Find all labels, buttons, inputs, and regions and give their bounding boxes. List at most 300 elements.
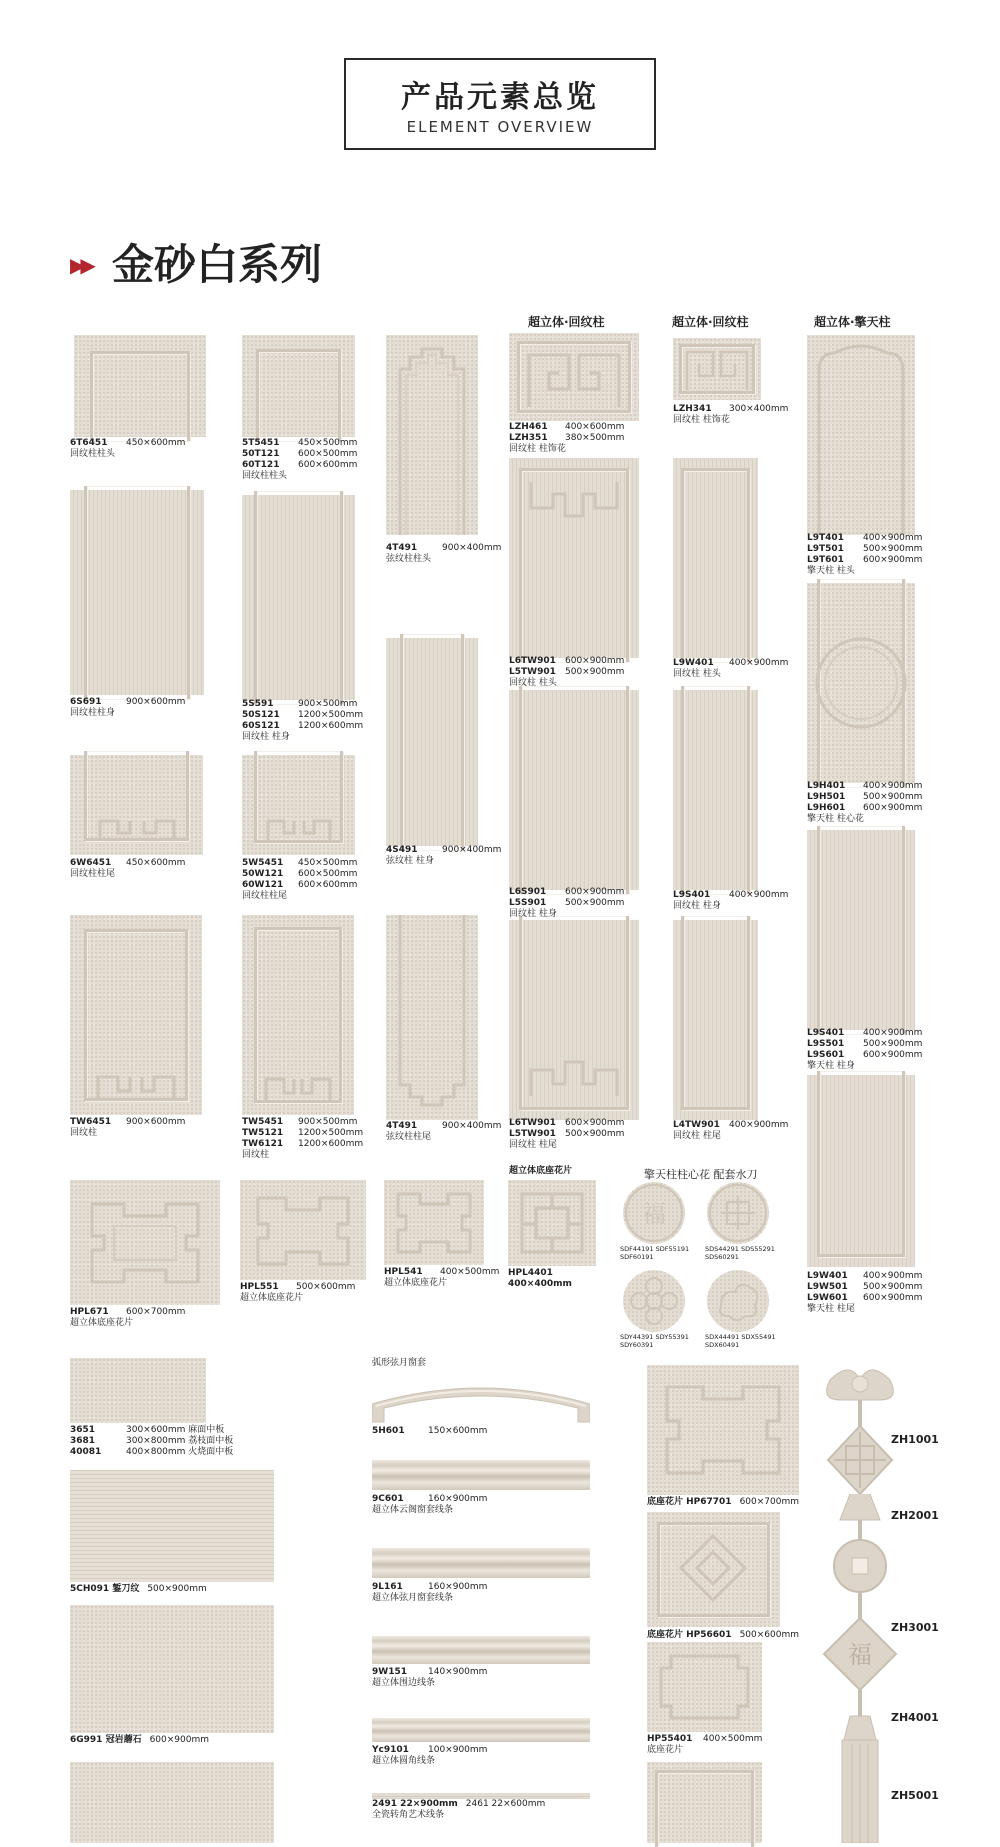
caption-code: 超立体云阁窗套线条: [372, 1505, 454, 1515]
caption-size: 500×600mm: [296, 1282, 356, 1292]
caption-2491: [372, 1799, 545, 1821]
caption-code: 400×400mm: [508, 1279, 572, 1289]
caption-code: L9W601: [807, 1293, 848, 1303]
overview-header-box: [344, 58, 656, 150]
pendant-label-2: ZH2001: [891, 1509, 939, 1522]
tile-HP56601: [647, 1512, 780, 1627]
caption-row: [372, 1756, 487, 1767]
medal-fu: [623, 1182, 685, 1244]
caption-size: 400×900mm: [729, 1120, 789, 1130]
caption-L9W401: [673, 658, 788, 680]
caption-L6TW901-tail: [509, 1118, 624, 1151]
caption-size: 140×900mm: [428, 1667, 488, 1677]
caption-row: [386, 856, 501, 867]
caption-code: 4T491: [386, 543, 418, 553]
caption-row: [807, 533, 922, 544]
col-head-3: 超立体·擎天柱: [814, 315, 891, 329]
caption-code: L9S601: [807, 1050, 845, 1060]
caption-size: 500×900mm: [863, 792, 923, 802]
series-title: 金砂白系列: [112, 240, 323, 289]
caption-size: 500×900mm: [565, 667, 625, 677]
caption-L9T401: [807, 533, 922, 577]
tile-L9S401: [673, 690, 758, 890]
caption-row: [386, 1132, 501, 1143]
caption-L9W401-b: [807, 1271, 922, 1315]
tile-3651: [70, 1358, 206, 1423]
caption-size: 400×900mm: [863, 781, 923, 791]
caption-row: [647, 1630, 799, 1641]
caption-size: 400×800mm 火烧面中板: [126, 1447, 234, 1457]
caption-size: 900×500mm: [298, 1117, 358, 1127]
caption-code: 超立体圆角线条: [372, 1756, 436, 1766]
caption-5CH091: [70, 1584, 207, 1595]
caption-code: 50T121: [242, 449, 280, 459]
caption-size: 400×900mm: [863, 1028, 923, 1038]
caption-code: 3681: [70, 1436, 96, 1446]
caption-TW6451: [70, 1117, 185, 1139]
caption-code: 弦纹柱柱尾: [386, 1132, 432, 1142]
caption-code: 2491 22×900mm: [372, 1799, 458, 1809]
tile-HPL541: [384, 1180, 484, 1265]
caption-row: [509, 1118, 624, 1129]
caption-code: 擎天柱 柱身: [807, 1061, 855, 1071]
caption-code: 回纹柱 柱饰花: [673, 415, 730, 425]
caption-code: 6G991 冠岩蘑石: [70, 1735, 142, 1745]
caption-row: [242, 460, 357, 471]
caption-code: 回纹柱: [242, 1150, 270, 1160]
caption-size: 600×900mm: [863, 803, 923, 813]
caption-row: [386, 543, 501, 554]
tile-HPL671: [70, 1180, 220, 1305]
caption-row: [372, 1745, 487, 1756]
tile-bottom-right: [647, 1762, 762, 1843]
caption-code: 底座花片 HP67701: [647, 1497, 732, 1507]
medal-shou: [707, 1182, 769, 1244]
caption-row: [70, 1447, 233, 1458]
caption-row: [372, 1667, 487, 1678]
molding-9W151: [372, 1636, 590, 1664]
medal-head: 擎天柱柱心花 配套水刀: [644, 1168, 758, 1181]
caption-3651: [70, 1425, 233, 1458]
caption-HPL551: [240, 1282, 355, 1304]
caption-code: 40081: [70, 1447, 102, 1457]
tile-L9S401-b: [807, 830, 915, 1030]
caption-row: [509, 898, 624, 909]
caption-row: [242, 710, 363, 721]
caption-row: [70, 438, 185, 449]
caption-4S491: [386, 845, 501, 867]
caption-row: [673, 415, 788, 426]
tile-L9W401: [673, 458, 758, 658]
caption-row: [807, 544, 922, 555]
caption-code: 回纹柱 柱身: [673, 901, 721, 911]
header-title-cn: 产品元素总览: [401, 80, 599, 115]
caption-size: 380×500mm: [565, 433, 625, 443]
caption-row: [673, 1120, 788, 1131]
molding-Yc9101: [372, 1718, 590, 1742]
caption-size: 1200×500mm: [298, 710, 364, 720]
caption-L9H401: [807, 781, 922, 825]
caption-code: 回纹柱 柱饰花: [509, 444, 566, 454]
caption-row: [509, 444, 624, 455]
tile-HPL551: [240, 1180, 366, 1280]
caption-HPL671: [70, 1307, 185, 1329]
caption-code: 3651: [70, 1425, 96, 1435]
caption-code: L5TW901: [509, 667, 556, 677]
caption-code: L5S901: [509, 898, 547, 908]
caption-row: [807, 1282, 922, 1293]
col-head-2: 超立体·回纹柱: [672, 315, 749, 329]
caption-code: 回纹柱 柱身: [242, 732, 290, 742]
caption-code: 回纹柱柱头: [70, 449, 116, 459]
caption-size: 600×900mm: [863, 1050, 923, 1060]
caption-row: [509, 433, 624, 444]
caption-row: [242, 438, 357, 449]
caption-code: HPL551: [240, 1282, 279, 1292]
caption-code: 超立体底座花片: [384, 1278, 448, 1288]
tile-L6TW901: [509, 458, 639, 658]
caption-code: 超立体底座花片: [240, 1293, 304, 1303]
caption-row: [386, 845, 501, 856]
caption-size: 400×600mm: [565, 422, 625, 432]
caption-row: [242, 721, 363, 732]
tile-L4TW901: [673, 920, 758, 1120]
caption-code: HP55401: [647, 1734, 693, 1744]
caption-4T491: [386, 543, 501, 565]
tile-HP67701: [647, 1365, 799, 1495]
caption-code: TW6121: [242, 1139, 284, 1149]
caption-code: 5T5451: [242, 438, 280, 448]
caption-row: [807, 814, 922, 825]
caption-row: [807, 1039, 922, 1050]
caption-row: [509, 678, 624, 689]
caption-row: [807, 1050, 922, 1061]
caption-size: 500×900mm: [565, 898, 625, 908]
caption-row: [70, 1425, 233, 1436]
caption-row: [673, 669, 788, 680]
pendant-label-5: ZH5001: [891, 1789, 939, 1802]
caption-code: L9W501: [807, 1282, 848, 1292]
caption-HP67701: [647, 1497, 799, 1508]
caption-row: [242, 880, 357, 891]
caption-code: L6S901: [509, 887, 547, 897]
caption-row: [673, 901, 788, 912]
caption-size: 900×600mm: [126, 697, 186, 707]
caption-size: 400×900mm: [863, 1271, 923, 1281]
caption-code: 擎天柱 柱尾: [807, 1304, 855, 1314]
caption-size: 500×900mm: [565, 1129, 625, 1139]
caption-row: [673, 404, 788, 415]
caption-size: 600×700mm: [126, 1307, 186, 1317]
caption-size: 450×600mm: [126, 858, 186, 868]
caption-code: 5CH091 錾刀纹: [70, 1584, 140, 1594]
caption-size: 900×400mm: [442, 1121, 502, 1131]
caption-row: [372, 1593, 487, 1604]
caption-code: 9W151: [372, 1667, 407, 1677]
caption-row: [807, 1304, 922, 1315]
caption-code: HPL541: [384, 1267, 423, 1277]
caption-code: L4TW901: [673, 1120, 720, 1130]
caption-row: [372, 1426, 487, 1437]
caption-5T5451: [242, 438, 357, 482]
base-head: 超立体底座花片: [509, 1166, 573, 1176]
caption-size: 2461 22×600mm: [465, 1799, 546, 1809]
caption-code: 回纹柱 柱头: [509, 678, 557, 688]
caption-code: L9H601: [807, 803, 846, 813]
caption-size: 600×500mm: [298, 869, 358, 879]
svg-text:福: 福: [642, 1200, 666, 1228]
col-head-1: 超立体·回纹柱: [528, 315, 605, 329]
caption-code: 弦纹柱柱头: [386, 554, 432, 564]
caption-code: 全瓷转角艺术线条: [372, 1810, 445, 1820]
caption-code: L5TW901: [509, 1129, 556, 1139]
tile-TW6451: [70, 915, 202, 1115]
caption-row: [807, 1293, 922, 1304]
tile-L6S901: [509, 690, 639, 890]
tile-LZH461: [509, 333, 639, 421]
caption-row: [807, 792, 922, 803]
caption-size: 1200×500mm: [298, 1128, 364, 1138]
medal-code-3: SDY44391 SDY55391 SDY60391: [620, 1333, 689, 1349]
caption-code: 回纹柱柱头: [242, 471, 288, 481]
caption-code: L9T401: [807, 533, 844, 543]
caption-size: 600×600mm: [298, 460, 358, 470]
caption-size: 160×900mm: [428, 1582, 488, 1592]
caption-6W6451: [70, 858, 185, 880]
caption-size: 600×900mm: [565, 1118, 625, 1128]
medal-code-4: SDX44491 SDX55491 SDX60491: [705, 1333, 776, 1349]
caption-row: [807, 781, 922, 792]
caption-row: [386, 1121, 501, 1132]
caption-code: L9W401: [807, 1271, 848, 1281]
tile-4T491-tail: [386, 915, 478, 1120]
tile-L9H401: [807, 583, 915, 783]
caption-row: [509, 887, 624, 898]
caption-code: L9T601: [807, 555, 844, 565]
caption-HPL4401: [508, 1268, 572, 1290]
caption-row: [242, 891, 357, 902]
caption-code: 50S121: [242, 710, 280, 720]
caption-size: 1200×600mm: [298, 1139, 364, 1149]
caption-code: L9S401: [807, 1028, 845, 1038]
caption-row: [242, 1139, 363, 1150]
caption-row: [242, 1128, 363, 1139]
header-title-en: ELEMENT OVERVIEW: [406, 118, 594, 136]
caption-code: 超立体底座花片: [70, 1318, 134, 1328]
caption-5W5451: [242, 858, 357, 902]
caption-LZH341: [673, 404, 788, 426]
caption-5S591: [242, 699, 363, 743]
caption-row: [807, 555, 922, 566]
caption-HP56601: [647, 1630, 799, 1641]
caption-L6S901: [509, 887, 624, 920]
caption-size: 1200×600mm: [298, 721, 364, 731]
caption-size: 160×900mm: [428, 1494, 488, 1504]
molding-9C601: [372, 1460, 590, 1490]
caption-code: 回纹柱柱身: [70, 708, 116, 718]
caption-size: 450×600mm: [126, 438, 186, 448]
caption-code: L9H401: [807, 781, 846, 791]
caption-code: 回纹柱柱尾: [70, 869, 116, 879]
caption-size: 600×900mm: [565, 656, 625, 666]
caption-LZH461: [509, 422, 624, 455]
caption-code: 底座花片: [647, 1745, 684, 1755]
caption-code: 50W121: [242, 869, 284, 879]
pendant-label-3: ZH3001: [891, 1621, 939, 1634]
caption-code: TW5451: [242, 1117, 284, 1127]
caption-code: Yc9101: [372, 1745, 409, 1755]
caption-code: 4S491: [386, 845, 418, 855]
caption-code: HPL671: [70, 1307, 109, 1317]
caption-size: 100×900mm: [428, 1745, 488, 1755]
caption-size: 900×400mm: [442, 543, 502, 553]
caption-HPL541: [384, 1267, 499, 1289]
tile-LZH341: [673, 338, 761, 400]
caption-row: [240, 1282, 355, 1293]
caption-code: 底座花片 HP56601: [647, 1630, 732, 1640]
caption-size: 500×900mm: [147, 1584, 207, 1594]
caption-code: 回纹柱: [70, 1128, 98, 1138]
caption-row: [386, 554, 501, 565]
caption-row: [242, 869, 357, 880]
caption-code: 5S591: [242, 699, 274, 709]
caption-code: 9C601: [372, 1494, 404, 1504]
caption-code: 回纹柱 柱头: [673, 669, 721, 679]
caption-row: [673, 890, 788, 901]
tile-6T6451: [74, 335, 206, 437]
caption-row: [807, 566, 922, 577]
caption-size: 450×500mm: [298, 858, 358, 868]
caption-code: L9W401: [673, 658, 714, 668]
caption-code: 擎天柱 柱头: [807, 566, 855, 576]
caption-row: [647, 1497, 799, 1508]
caption-row: [70, 1307, 185, 1318]
caption-row: [70, 1117, 185, 1128]
caption-row: [242, 732, 363, 743]
caption-code: 6T6451: [70, 438, 108, 448]
caption-size: 600×900mm: [149, 1735, 210, 1745]
caption-9L161: [372, 1582, 487, 1604]
caption-code: 擎天柱 柱心花: [807, 814, 864, 824]
caption-size: 600×900mm: [863, 1293, 923, 1303]
caption-code: L9T501: [807, 544, 844, 554]
caption-9C601: [372, 1494, 487, 1516]
caption-row: [70, 1318, 185, 1329]
caption-row: [509, 1140, 624, 1151]
arch-head: 弧形弦月窗套: [372, 1358, 427, 1368]
caption-row: [372, 1505, 487, 1516]
caption-code: 回纹柱柱尾: [242, 891, 288, 901]
caption-size: 450×500mm: [298, 438, 358, 448]
caption-5H601: [372, 1426, 487, 1437]
caption-size: 600×900mm: [863, 555, 923, 565]
caption-row: [384, 1267, 499, 1278]
caption-row: [372, 1582, 487, 1593]
caption-size: 500×600mm: [739, 1630, 800, 1640]
caption-row: [242, 449, 357, 460]
tile-6G991: [70, 1605, 274, 1733]
tile-HP55401: [647, 1642, 762, 1732]
caption-size: 300×400mm: [729, 404, 789, 414]
medal-flower: [623, 1270, 685, 1332]
tile-5W5451: [242, 755, 355, 855]
tile-bottom-left: [70, 1762, 274, 1843]
caption-row: [673, 658, 788, 669]
caption-code: L6TW901: [509, 656, 556, 666]
caption-code: 60S121: [242, 721, 280, 731]
caption-code: TW5121: [242, 1128, 284, 1138]
caption-code: 60T121: [242, 460, 280, 470]
caption-code: 6W6451: [70, 858, 112, 868]
caption-row: [70, 449, 185, 460]
caption-row: [509, 422, 624, 433]
caption-code: L9S401: [673, 890, 711, 900]
caption-size: 600×900mm: [565, 887, 625, 897]
caption-row: [240, 1293, 355, 1304]
caption-code: 5H601: [372, 1426, 405, 1436]
caption-code: 5W5451: [242, 858, 284, 868]
tile-5S591: [242, 495, 355, 700]
caption-row: [242, 858, 357, 869]
medal-code-1: SDF44191 SDF55191 SDF60191: [620, 1245, 690, 1261]
caption-size: 400×500mm: [703, 1734, 763, 1744]
tile-5T5451: [242, 335, 355, 437]
caption-code: 4T491: [386, 1121, 418, 1131]
tile-5CH091: [70, 1470, 274, 1582]
caption-row: [384, 1278, 499, 1289]
tile-L6TW901-tail: [509, 920, 639, 1120]
caption-code: 9L161: [372, 1582, 403, 1592]
caption-row: [509, 667, 624, 678]
caption-row: [807, 1028, 922, 1039]
caption-Yc9101: [372, 1745, 487, 1767]
caption-6G991: [70, 1735, 209, 1746]
molding-5H601: [372, 1374, 590, 1424]
caption-row: [242, 1117, 363, 1128]
caption-L4TW901: [673, 1120, 788, 1142]
caption-row: [242, 471, 357, 482]
series-arrow-icon: ▶▶: [70, 253, 91, 277]
caption-row: [70, 1584, 207, 1595]
caption-row: [807, 1061, 922, 1072]
caption-row: [647, 1745, 762, 1756]
pendant-label-1: ZH1001: [891, 1433, 939, 1446]
caption-code: 回纹柱 柱尾: [673, 1131, 721, 1141]
caption-size: 900×500mm: [298, 699, 358, 709]
caption-code: 回纹柱 柱尾: [509, 1140, 557, 1150]
medal-cloud: [707, 1270, 769, 1332]
caption-HP55401: [647, 1734, 762, 1756]
caption-4T491-tail: [386, 1121, 501, 1143]
caption-L6TW901: [509, 656, 624, 689]
caption-code: LZH351: [509, 433, 548, 443]
caption-row: [807, 803, 922, 814]
caption-row: [242, 1150, 363, 1161]
caption-size: 500×900mm: [863, 1039, 923, 1049]
caption-row: [70, 869, 185, 880]
caption-code: 超立体弦月窗套线条: [372, 1593, 454, 1603]
caption-row: [70, 1436, 233, 1447]
tile-4T491: [386, 335, 478, 535]
tile-L9T401: [807, 335, 915, 535]
caption-L9S401: [673, 890, 788, 912]
caption-row: [673, 1131, 788, 1142]
medal-code-2: SDS44291 SDS55291 SDS60291: [705, 1245, 775, 1261]
caption-size: 900×600mm: [126, 1117, 186, 1127]
caption-size: 600×500mm: [298, 449, 358, 459]
caption-code: L9S501: [807, 1039, 845, 1049]
caption-code: 弦纹柱 柱身: [386, 856, 434, 866]
